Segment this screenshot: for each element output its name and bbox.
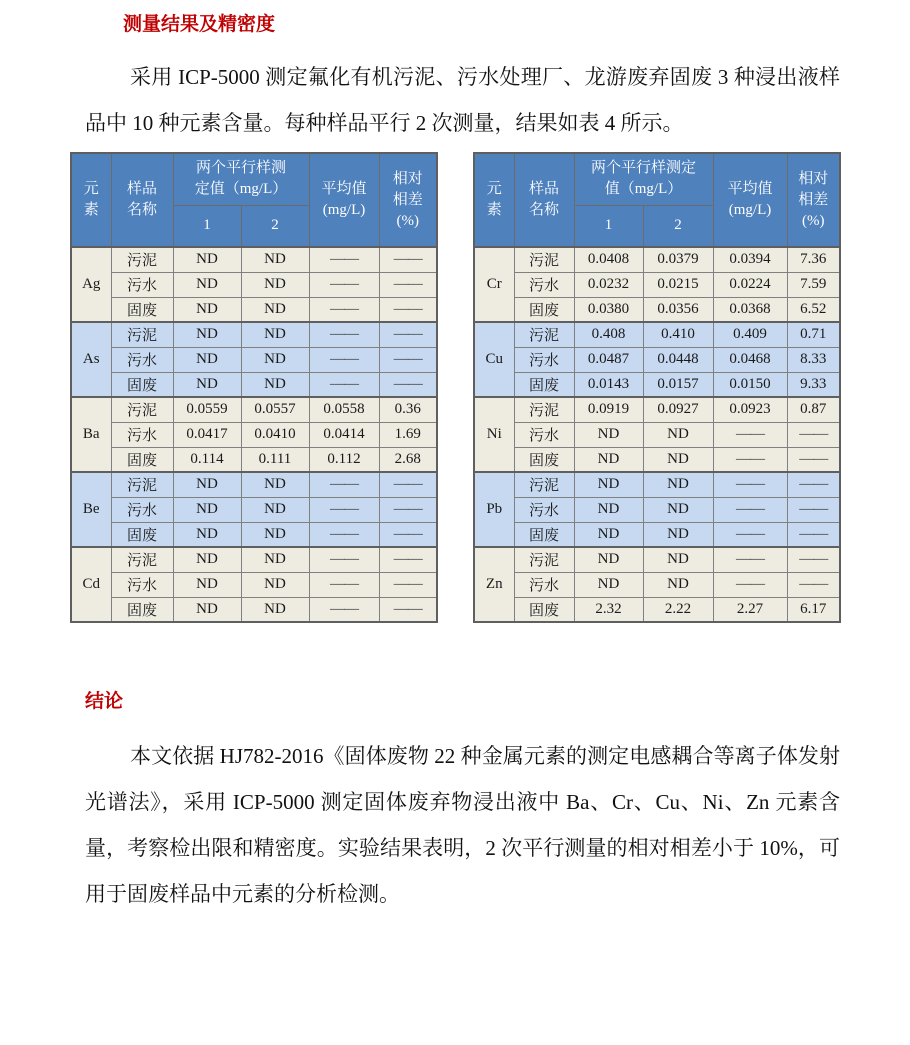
value1-cell: ND xyxy=(574,522,643,547)
average-cell: 0.0368 xyxy=(713,297,787,322)
value1-cell: 0.114 xyxy=(173,447,241,472)
relative-diff-cell: —— xyxy=(379,572,437,597)
relative-diff-cell: 6.17 xyxy=(787,597,840,622)
table-body-left xyxy=(71,247,437,622)
sample-cell: 污水 xyxy=(514,422,574,447)
average-cell: 0.0414 xyxy=(309,422,379,447)
relative-diff-cell: —— xyxy=(787,547,840,572)
header-parallel-values: 两个平行样测定值（mg/L） xyxy=(574,153,713,205)
value2-cell: 0.0215 xyxy=(643,272,713,297)
value2-cell: ND xyxy=(241,372,309,397)
relative-diff-cell: 7.36 xyxy=(787,247,840,272)
average-cell: —— xyxy=(713,572,787,597)
relative-diff-cell: 0.71 xyxy=(787,322,840,347)
average-cell: —— xyxy=(309,572,379,597)
value1-cell: ND xyxy=(574,422,643,447)
value2-cell: ND xyxy=(241,247,309,272)
relative-diff-cell: —— xyxy=(379,522,437,547)
paragraph-conclusion: 本文依据 HJ782-2016《固体废物 22 种金属元素的测定电感耦合等离子体发射光谱法》，采用 ICP-5000 测定固体废弃物浸出液中 Ba、Cr、Cu、Ni、Zn 元素含量，考察检出限和精密度。实验结果表明，2 次平行测量的相对相差小于 10%，可用于固废样品中元素的分析检测。 xyxy=(85,744,840,906)
sample-cell: 污水 xyxy=(111,422,173,447)
table-row xyxy=(474,547,840,572)
value2-cell: ND xyxy=(241,572,309,597)
element-cell: Ba xyxy=(71,397,111,472)
value2-cell: 0.0157 xyxy=(643,372,713,397)
table-body-right xyxy=(474,247,840,622)
table-row xyxy=(474,272,840,297)
sample-cell: 固废 xyxy=(514,597,574,622)
relative-diff-cell: —— xyxy=(379,272,437,297)
value1-cell: ND xyxy=(173,272,241,297)
value1-cell: ND xyxy=(173,522,241,547)
value1-cell: ND xyxy=(173,472,241,497)
relative-diff-cell: —— xyxy=(379,347,437,372)
value2-cell: ND xyxy=(241,522,309,547)
table-row xyxy=(474,372,840,397)
value1-cell: 0.0919 xyxy=(574,397,643,422)
average-cell: —— xyxy=(309,272,379,297)
table-row xyxy=(474,422,840,447)
average-cell: —— xyxy=(309,497,379,522)
sample-cell: 固废 xyxy=(111,597,173,622)
sample-cell: 污泥 xyxy=(514,247,574,272)
table-row xyxy=(71,597,437,622)
value1-cell: 0.408 xyxy=(574,322,643,347)
relative-diff-cell: —— xyxy=(787,472,840,497)
page xyxy=(82,12,840,917)
sample-cell: 固废 xyxy=(111,372,173,397)
section-heading-results: 测量结果及精密度 xyxy=(123,14,276,35)
relative-diff-cell: —— xyxy=(379,322,437,347)
value1-cell: ND xyxy=(173,372,241,397)
average-cell: 0.112 xyxy=(309,447,379,472)
sample-cell: 污水 xyxy=(514,272,574,297)
average-cell: 0.0468 xyxy=(713,347,787,372)
relative-diff-cell: —— xyxy=(379,247,437,272)
value2-cell: 0.0410 xyxy=(241,422,309,447)
value1-cell: 0.0417 xyxy=(173,422,241,447)
value2-cell: ND xyxy=(643,522,713,547)
element-cell: Ni xyxy=(474,397,514,472)
average-cell: 0.0394 xyxy=(713,247,787,272)
average-cell: 0.0224 xyxy=(713,272,787,297)
header-sample-name: 样品名称 xyxy=(111,153,173,247)
header-element: 元素 xyxy=(474,153,514,247)
relative-diff-cell: —— xyxy=(787,422,840,447)
average-cell: —— xyxy=(713,422,787,447)
table-header xyxy=(71,153,437,247)
value2-cell: 0.410 xyxy=(643,322,713,347)
average-cell: 0.0558 xyxy=(309,397,379,422)
sample-cell: 污水 xyxy=(514,497,574,522)
value1-cell: ND xyxy=(173,572,241,597)
sample-cell: 污水 xyxy=(111,572,173,597)
table-row xyxy=(474,497,840,522)
table-row xyxy=(71,322,437,347)
sample-cell: 固废 xyxy=(111,447,173,472)
element-cell: Zn xyxy=(474,547,514,622)
table-row xyxy=(71,247,437,272)
table-row xyxy=(71,447,437,472)
value1-cell: 0.0487 xyxy=(574,347,643,372)
header-average: 平均值 (mg/L) xyxy=(309,153,379,247)
element-cell: Pb xyxy=(474,472,514,547)
results-tables-row xyxy=(70,152,840,623)
table-row xyxy=(71,547,437,572)
average-cell: —— xyxy=(713,547,787,572)
table-row xyxy=(71,497,437,522)
relative-diff-cell: 6.52 xyxy=(787,297,840,322)
value1-cell: ND xyxy=(173,247,241,272)
average-cell: 0.409 xyxy=(713,322,787,347)
value1-cell: ND xyxy=(173,547,241,572)
value2-cell: 0.0448 xyxy=(643,347,713,372)
relative-diff-cell: 2.68 xyxy=(379,447,437,472)
table-row xyxy=(71,397,437,422)
table-row xyxy=(71,297,437,322)
table-row xyxy=(71,347,437,372)
sample-cell: 污水 xyxy=(514,347,574,372)
relative-diff-cell: —— xyxy=(787,572,840,597)
value2-cell: ND xyxy=(241,297,309,322)
header-parallel-values: 两个平行样测定值（mg/L） xyxy=(173,153,309,205)
value2-cell: ND xyxy=(643,447,713,472)
relative-diff-cell: —— xyxy=(787,497,840,522)
value1-cell: 0.0232 xyxy=(574,272,643,297)
sample-cell: 污泥 xyxy=(514,547,574,572)
table-row xyxy=(71,422,437,447)
sample-cell: 污泥 xyxy=(514,322,574,347)
value2-cell: ND xyxy=(643,497,713,522)
table-row xyxy=(474,572,840,597)
value2-cell: 0.111 xyxy=(241,447,309,472)
value1-cell: ND xyxy=(173,497,241,522)
value2-cell: 0.0379 xyxy=(643,247,713,272)
average-cell: 2.27 xyxy=(713,597,787,622)
sample-cell: 固废 xyxy=(514,372,574,397)
relative-diff-cell: —— xyxy=(379,297,437,322)
table-row xyxy=(71,372,437,397)
value2-cell: ND xyxy=(241,497,309,522)
value2-cell: 0.0927 xyxy=(643,397,713,422)
paragraph-method: 采用 ICP-5000 测定氟化有机污泥、污水处理厂、龙游废弃固废 3 种浸出液样品中 10 种元素含量。每种样品平行 2 次测量，结果如表 4 所示。 xyxy=(85,65,840,135)
header-relative-diff: 相对相差 (%) xyxy=(379,153,437,247)
value1-cell: ND xyxy=(574,547,643,572)
results-table-right xyxy=(473,152,841,623)
sample-cell: 固废 xyxy=(111,297,173,322)
element-cell: Cr xyxy=(474,247,514,322)
average-cell: 0.0150 xyxy=(713,372,787,397)
relative-diff-cell: —— xyxy=(379,547,437,572)
relative-diff-cell: —— xyxy=(787,447,840,472)
header-sub-2: 2 xyxy=(241,205,309,247)
relative-diff-cell: 0.87 xyxy=(787,397,840,422)
value1-cell: ND xyxy=(574,472,643,497)
average-cell: —— xyxy=(713,472,787,497)
value2-cell: ND xyxy=(241,322,309,347)
average-cell: —— xyxy=(309,322,379,347)
sample-cell: 污水 xyxy=(111,347,173,372)
value2-cell: ND xyxy=(643,547,713,572)
table-row xyxy=(474,597,840,622)
value2-cell: ND xyxy=(241,272,309,297)
average-cell: —— xyxy=(309,547,379,572)
relative-diff-cell: 7.59 xyxy=(787,272,840,297)
table-row xyxy=(474,522,840,547)
value1-cell: ND xyxy=(574,572,643,597)
sample-cell: 固废 xyxy=(514,522,574,547)
value1-cell: 0.0143 xyxy=(574,372,643,397)
table-row xyxy=(71,522,437,547)
relative-diff-cell: —— xyxy=(379,472,437,497)
value1-cell: ND xyxy=(173,322,241,347)
results-table-left xyxy=(70,152,438,623)
average-cell: 0.0923 xyxy=(713,397,787,422)
average-cell: —— xyxy=(713,497,787,522)
header-element: 元素 xyxy=(71,153,111,247)
average-cell: —— xyxy=(309,372,379,397)
sample-cell: 污泥 xyxy=(111,247,173,272)
section-heading-conclusion: 结论 xyxy=(85,691,124,712)
sample-cell: 固废 xyxy=(111,522,173,547)
table-header xyxy=(474,153,840,247)
element-cell: Cu xyxy=(474,322,514,397)
sample-cell: 固废 xyxy=(514,297,574,322)
relative-diff-cell: —— xyxy=(379,372,437,397)
sample-cell: 污泥 xyxy=(111,397,173,422)
value1-cell: 0.0380 xyxy=(574,297,643,322)
average-cell: —— xyxy=(309,597,379,622)
sample-cell: 污泥 xyxy=(111,472,173,497)
average-cell: —— xyxy=(309,472,379,497)
relative-diff-cell: 8.33 xyxy=(787,347,840,372)
average-cell: —— xyxy=(309,347,379,372)
relative-diff-cell: 0.36 xyxy=(379,397,437,422)
value2-cell: 0.0356 xyxy=(643,297,713,322)
table-row xyxy=(71,572,437,597)
header-average: 平均值 (mg/L) xyxy=(713,153,787,247)
table-row xyxy=(474,447,840,472)
value1-cell: 0.0559 xyxy=(173,397,241,422)
value1-cell: ND xyxy=(574,447,643,472)
element-cell: Ag xyxy=(71,247,111,322)
value2-cell: ND xyxy=(241,547,309,572)
sample-cell: 污水 xyxy=(111,272,173,297)
average-cell: —— xyxy=(713,447,787,472)
header-sample-name: 样品名称 xyxy=(514,153,574,247)
sample-cell: 污水 xyxy=(514,572,574,597)
sample-cell: 污泥 xyxy=(514,397,574,422)
sample-cell: 污泥 xyxy=(514,472,574,497)
relative-diff-cell: —— xyxy=(379,497,437,522)
element-cell: As xyxy=(71,322,111,397)
value1-cell: ND xyxy=(173,347,241,372)
table-row xyxy=(474,472,840,497)
value1-cell: ND xyxy=(173,597,241,622)
element-cell: Be xyxy=(71,472,111,547)
value1-cell: 0.0408 xyxy=(574,247,643,272)
header-relative-diff: 相对相差 (%) xyxy=(787,153,840,247)
value2-cell: ND xyxy=(241,472,309,497)
table-row xyxy=(71,472,437,497)
value1-cell: 2.32 xyxy=(574,597,643,622)
value2-cell: ND xyxy=(643,572,713,597)
sample-cell: 污泥 xyxy=(111,322,173,347)
table-row xyxy=(71,272,437,297)
average-cell: —— xyxy=(309,522,379,547)
value1-cell: ND xyxy=(574,497,643,522)
relative-diff-cell: 9.33 xyxy=(787,372,840,397)
header-sub-1: 1 xyxy=(173,205,241,247)
table-row xyxy=(474,397,840,422)
value2-cell: 0.0557 xyxy=(241,397,309,422)
table-row xyxy=(474,347,840,372)
value1-cell: ND xyxy=(173,297,241,322)
header-sub-2: 2 xyxy=(643,205,713,247)
average-cell: —— xyxy=(309,297,379,322)
average-cell: —— xyxy=(713,522,787,547)
relative-diff-cell: —— xyxy=(787,522,840,547)
relative-diff-cell: —— xyxy=(379,597,437,622)
value2-cell: ND xyxy=(643,422,713,447)
sample-cell: 污泥 xyxy=(111,547,173,572)
relative-diff-cell: 1.69 xyxy=(379,422,437,447)
value2-cell: ND xyxy=(241,347,309,372)
value2-cell: ND xyxy=(241,597,309,622)
sample-cell: 固废 xyxy=(514,447,574,472)
value2-cell: 2.22 xyxy=(643,597,713,622)
sample-cell: 污水 xyxy=(111,497,173,522)
average-cell: —— xyxy=(309,247,379,272)
table-row xyxy=(474,247,840,272)
value2-cell: ND xyxy=(643,472,713,497)
table-row xyxy=(474,297,840,322)
element-cell: Cd xyxy=(71,547,111,622)
table-row xyxy=(474,322,840,347)
header-sub-1: 1 xyxy=(574,205,643,247)
